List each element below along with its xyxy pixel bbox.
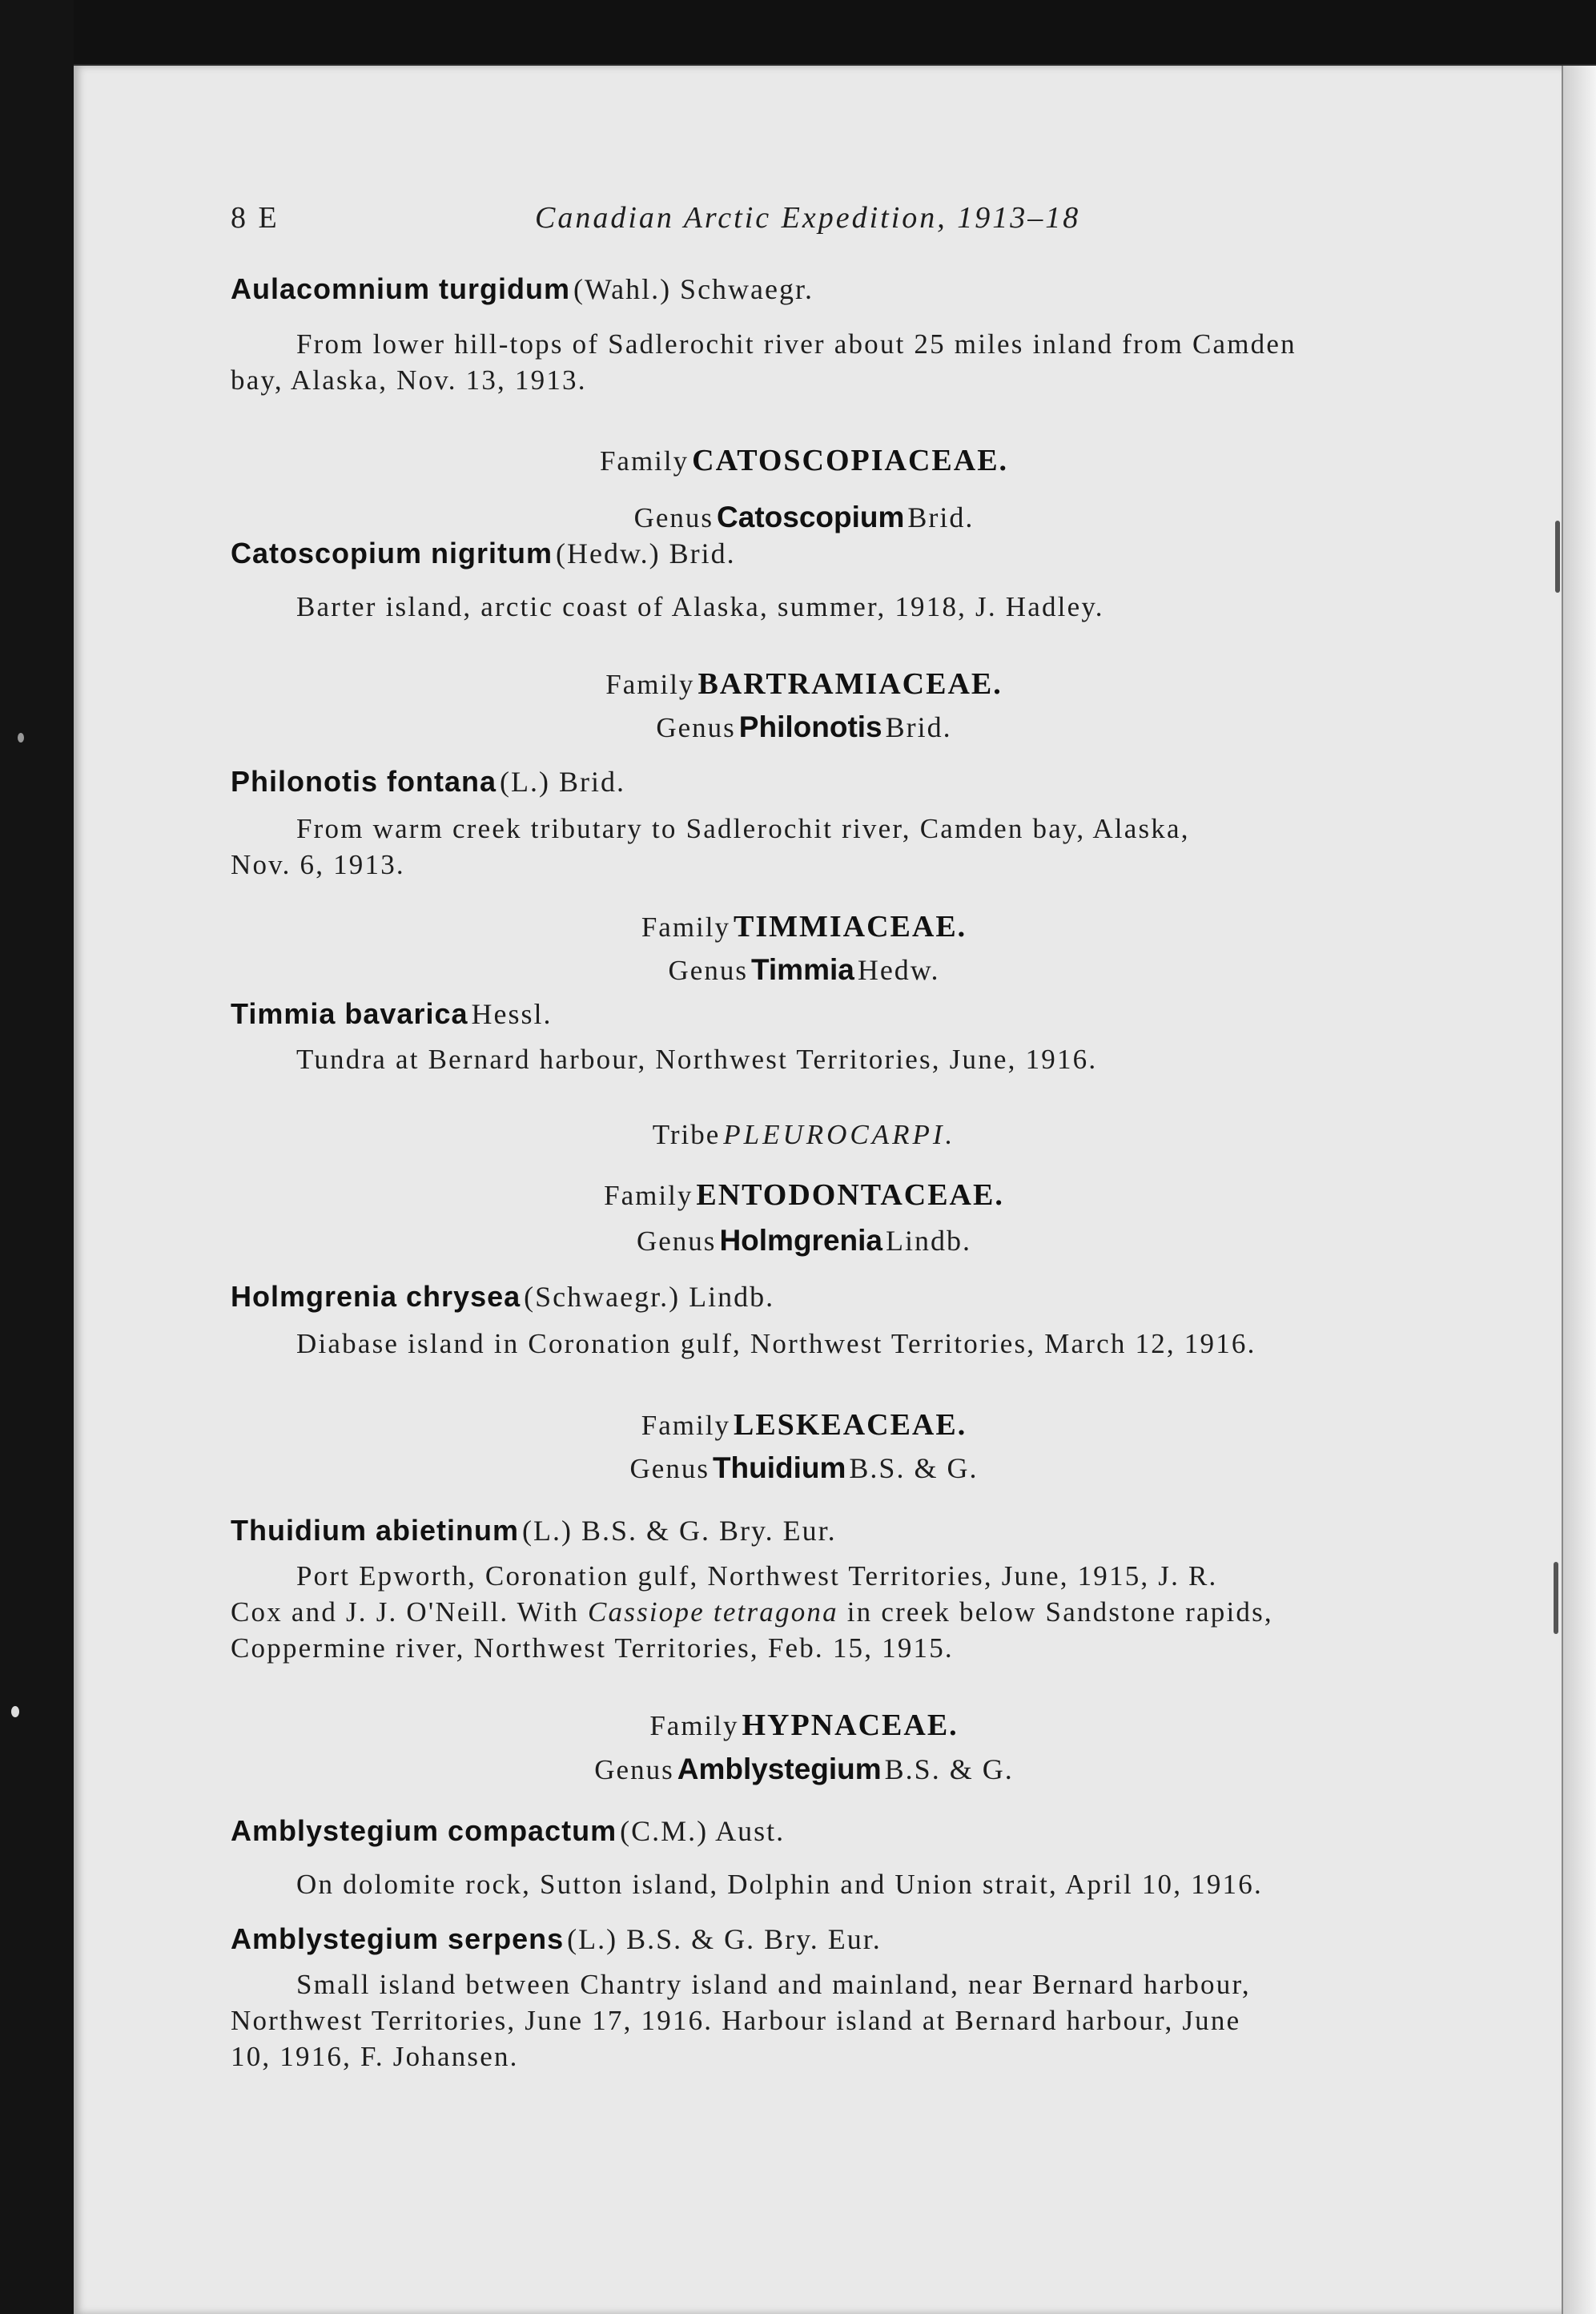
family-label: Family <box>641 1410 730 1441</box>
specimen-record: From warm creek tributary to Sadlerochit river, Camden bay, Alaska, <box>296 813 1190 844</box>
page-content <box>231 0 1377 2314</box>
species-heading <box>231 765 625 799</box>
genus-heading <box>231 1451 1377 1485</box>
species-name: Philonotis fontana <box>231 765 496 798</box>
genus-label: Genus <box>629 1453 710 1484</box>
running-title: Canadian Arctic Expedition, 1913–18 <box>535 201 1081 235</box>
genus-name: Holmgrenia <box>719 1224 882 1257</box>
family-heading <box>231 1177 1377 1213</box>
species-authority: (C.M.) Aust. <box>620 1815 786 1847</box>
gutter-line <box>1562 66 1563 2314</box>
specimen-record: Nov. 6, 1913. <box>231 849 405 880</box>
genus-name: Philonotis <box>738 710 882 743</box>
species-authority: Hessl. <box>471 998 553 1030</box>
species-heading <box>231 997 553 1031</box>
family-heading <box>231 666 1377 702</box>
species-name: Timmia bavarica <box>231 997 468 1030</box>
genus-heading <box>231 501 1377 534</box>
species-name: Catoscopium nigritum <box>231 537 553 569</box>
specimen-record: From lower hill-tops of Sadlerochit river about 25 miles inland from Camden <box>296 328 1296 360</box>
family-name: TIMMIACEAE. <box>734 910 967 944</box>
family-label: Family <box>604 1180 693 1211</box>
genus-authority: Hedw. <box>857 954 940 986</box>
genus-name: Amblystegium <box>677 1753 882 1785</box>
genus-label: Genus <box>637 1225 717 1257</box>
species-heading <box>231 1280 774 1314</box>
genus-authority: Brid. <box>885 711 952 743</box>
species-authority: (L.) B.S. & G. Bry. Eur. <box>567 1923 882 1955</box>
specimen-record: Port Epworth, Coronation gulf, Northwest Territories, June, 1915, J. R. <box>296 1560 1218 1592</box>
specimen-record: 10, 1916, F. Johansen. <box>231 2041 519 2072</box>
specimen-record: Barter island, arctic coast of Alaska, summer, 1918, J. Hadley. <box>296 591 1104 622</box>
species-authority: (L.) B.S. & G. Bry. Eur. <box>521 1515 837 1547</box>
species-name: Amblystegium compactum <box>231 1814 617 1847</box>
specimen-record: Diabase island in Coronation gulf, Northwest Territories, March 12, 1916. <box>296 1328 1256 1359</box>
genus-label: Genus <box>633 502 714 533</box>
genus-name: Timmia <box>750 953 854 986</box>
associated-species: Cassiope tetragona <box>588 1596 838 1628</box>
genus-heading <box>231 953 1377 987</box>
species-authority: (Hedw.) Brid. <box>556 537 736 569</box>
genus-heading <box>231 1224 1377 1258</box>
species-heading <box>231 1814 785 1848</box>
genus-label: Genus <box>594 1754 674 1785</box>
family-label: Family <box>641 912 730 943</box>
record-text: in creek below Sandstone rapids, <box>838 1596 1273 1628</box>
family-label: Family <box>599 445 689 477</box>
specimen-record: bay, Alaska, Nov. 13, 1913. <box>231 364 587 396</box>
genus-heading <box>231 1753 1377 1786</box>
species-name: Thuidium abietinum <box>231 1514 519 1547</box>
specimen-record: Northwest Territories, June 17, 1916. Harbour island at Bernard harbour, June <box>231 2005 1241 2036</box>
species-name: Holmgrenia chrysea <box>231 1280 521 1313</box>
scan-border-left <box>0 0 74 2314</box>
genus-name: Thuidium <box>712 1451 846 1484</box>
genus-authority: Lindb. <box>885 1225 971 1257</box>
page-gutter <box>1563 66 1596 2314</box>
family-heading <box>231 1708 1377 1743</box>
genus-authority: B.S. & G. <box>849 1452 979 1484</box>
species-authority: (Wahl.) Schwaegr. <box>573 273 814 305</box>
species-authority: (Schwaegr.) Lindb. <box>524 1281 775 1313</box>
family-name: CATOSCOPIACEAE. <box>692 444 1009 477</box>
family-name: ENTODONTACEAE. <box>696 1178 1004 1212</box>
family-name: BARTRAMIACEAE. <box>697 667 1003 701</box>
species-name: Aulacomnium turgidum <box>231 272 570 305</box>
page-number: 8 E <box>231 201 279 235</box>
family-label: Family <box>605 669 695 700</box>
scan-speck <box>18 733 24 742</box>
specimen-record: Coppermine river, Northwest Territories, Feb. 15, 1915. <box>231 1632 954 1664</box>
genus-name: Catoscopium <box>717 501 905 533</box>
genus-label: Genus <box>668 955 748 986</box>
genus-label: Genus <box>656 712 736 743</box>
family-heading <box>231 1407 1377 1443</box>
genus-authority: Brid. <box>907 501 975 533</box>
genus-heading <box>231 710 1377 744</box>
species-name: Amblystegium serpens <box>231 1922 565 1955</box>
tribe-heading <box>231 1119 1377 1151</box>
species-heading <box>231 272 814 306</box>
tribe-label: Tribe <box>652 1119 721 1150</box>
species-heading <box>231 537 736 570</box>
tribe-name: PLEUROCARPI. <box>723 1119 956 1150</box>
scan-speck <box>1555 521 1560 593</box>
scan-speck <box>1554 1562 1558 1634</box>
record-text: Cox and J. J. O'Neill. With <box>231 1596 588 1628</box>
genus-authority: B.S. & G. <box>884 1753 1014 1785</box>
family-name: LESKEACEAE. <box>733 1408 967 1442</box>
family-label: Family <box>649 1710 739 1741</box>
specimen-record: Tundra at Bernard harbour, Northwest Territories, June, 1916. <box>296 1044 1098 1075</box>
specimen-record: On dolomite rock, Sutton island, Dolphin and Union strait, April 10, 1916. <box>296 1869 1263 1900</box>
species-authority: (L.) Brid. <box>499 766 625 798</box>
family-heading <box>231 909 1377 944</box>
specimen-record <box>231 1596 1273 1628</box>
family-name: HYPNACEAE. <box>742 1708 959 1742</box>
family-heading <box>231 443 1377 478</box>
species-heading <box>231 1922 882 1956</box>
scan-speck <box>11 1706 19 1717</box>
specimen-record: Small island between Chantry island and mainland, near Bernard harbour, <box>296 1969 1251 2000</box>
species-heading <box>231 1514 837 1547</box>
